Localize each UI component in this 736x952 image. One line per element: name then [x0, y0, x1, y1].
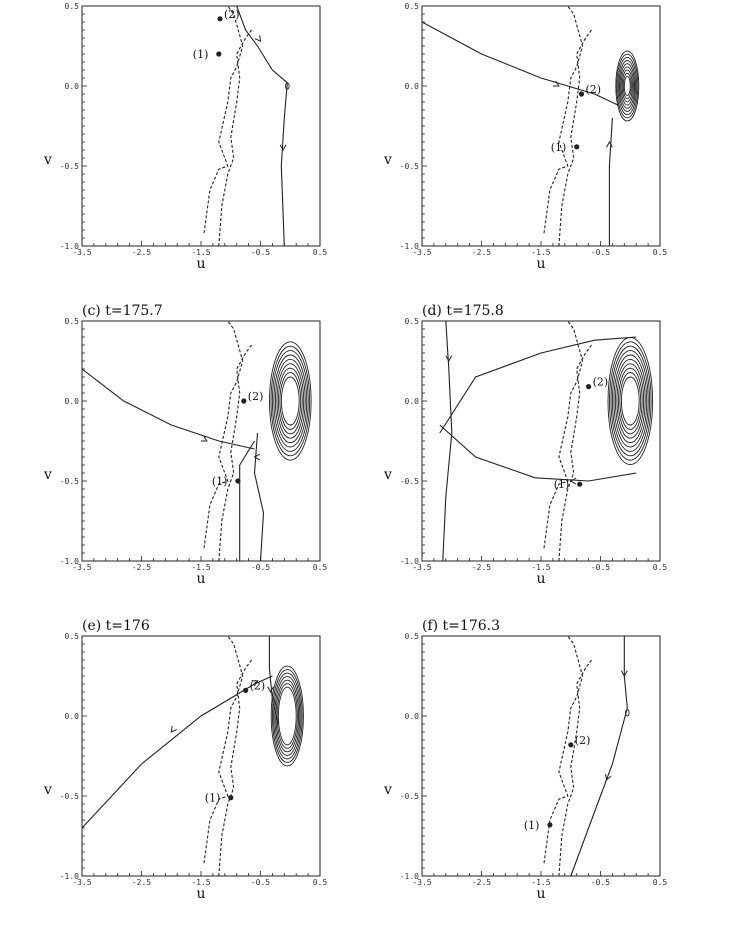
x-tick-label: -2.5 [131, 248, 152, 257]
x-tick-label: -3.5 [72, 563, 92, 572]
panel-title: (c) t=175.7 [82, 303, 163, 319]
panel-a [43, 2, 327, 272]
y-tick-label: 0.5 [404, 317, 419, 326]
x-tick-label: -1.5 [531, 878, 551, 887]
arrow-icon [255, 35, 261, 41]
y-tick-label: -0.5 [399, 162, 419, 171]
x-axis-label: u [196, 571, 206, 587]
fixed-point-2 [217, 16, 222, 21]
fixed-point-label: (2) [249, 679, 266, 693]
nullcline-dashed [559, 30, 592, 246]
fixed-point-label: (1) [550, 140, 567, 154]
x-tick-label: -1.5 [191, 878, 211, 887]
fixed-point-label: (1) [192, 48, 209, 61]
fixed-point-2 [579, 91, 584, 96]
y-tick-label: 0.5 [64, 632, 79, 641]
y-tick-label: 0.0 [64, 397, 79, 406]
y-tick-label: 0.0 [64, 82, 79, 91]
y-tick-label: -0.5 [59, 792, 79, 801]
nullcline-dashed [559, 345, 592, 561]
x-tick-label: -3.5 [72, 248, 92, 257]
fixed-point-1 [216, 51, 221, 56]
fixed-point-label: (2) [224, 7, 240, 21]
x-axis-label: u [196, 256, 206, 272]
y-tick-label: -1.0 [59, 242, 79, 251]
x-tick-label: -3.5 [412, 878, 432, 887]
limit-cycle [618, 368, 642, 434]
limit-cycle [276, 680, 299, 752]
x-tick-label: 0.5 [312, 878, 328, 887]
trajectory [281, 83, 287, 246]
fixed-point-2 [243, 688, 248, 693]
panel-c [43, 303, 327, 587]
limit-cycle [277, 684, 297, 749]
x-tick-label: -1.5 [191, 563, 211, 572]
y-tick-label: -0.5 [399, 792, 419, 801]
arrow-icon [571, 478, 576, 484]
x-tick-label: -0.5 [590, 563, 611, 572]
fixed-point-label: (1) [204, 791, 221, 805]
arrow-icon [268, 687, 274, 692]
panel-d [383, 303, 667, 587]
fixed-point-label: (1) [211, 475, 228, 488]
y-axis-label: v [384, 782, 392, 798]
fixed-point-1 [547, 822, 552, 827]
limit-cycle [281, 377, 299, 425]
limit-cycle [274, 673, 301, 759]
fixed-point-label: (2) [247, 390, 264, 403]
x-tick-label: 0.5 [312, 563, 328, 572]
trajectory [237, 6, 288, 83]
limit-cycle [278, 368, 302, 434]
x-tick-label: 0.5 [652, 563, 668, 572]
trajectory [240, 441, 255, 561]
fixed-point-2 [568, 742, 573, 747]
x-tick-label: -0.5 [250, 563, 271, 572]
panel-e [43, 618, 327, 902]
x-axis-label: u [536, 571, 546, 587]
x-tick-label: -0.5 [590, 878, 611, 887]
x-tick-label: 0.5 [312, 248, 328, 257]
limit-cycle [278, 687, 296, 745]
y-tick-label: 0.5 [404, 632, 419, 641]
x-tick-label: -1.5 [191, 248, 211, 257]
limit-cycle [617, 364, 644, 438]
x-tick-label: -0.5 [590, 248, 611, 257]
panel-f [383, 618, 667, 902]
panel-b [383, 2, 667, 272]
y-axis-label: v [44, 782, 52, 798]
limit-cycle [612, 351, 648, 452]
y-tick-label: 0.0 [404, 712, 419, 721]
fixed-point-2 [586, 384, 591, 389]
fixed-point-2 [241, 398, 246, 403]
y-axis-label: v [44, 152, 52, 168]
fixed-point-1 [574, 144, 579, 149]
fixed-point-label: (1) [523, 818, 540, 832]
x-tick-label: -3.5 [412, 248, 432, 257]
y-tick-label: 0.5 [404, 2, 419, 11]
trajectory [255, 433, 264, 561]
x-tick-label: -3.5 [72, 878, 92, 887]
panel-title: (f) t=176.3 [422, 618, 500, 634]
limit-cycle [280, 373, 301, 430]
fixed-point-label: (2) [585, 83, 602, 96]
y-tick-label: -1.0 [399, 242, 419, 251]
x-tick-label: -1.5 [531, 248, 551, 257]
y-axis-label: v [384, 152, 392, 168]
y-axis-label: v [384, 467, 392, 483]
x-tick-label: 0.5 [652, 878, 668, 887]
x-axis-label: u [536, 256, 546, 272]
y-tick-label: 0.0 [404, 82, 419, 91]
x-tick-label: -1.5 [531, 563, 551, 572]
x-tick-label: -3.5 [412, 563, 432, 572]
y-tick-label: -1.0 [399, 872, 419, 881]
y-tick-label: -0.5 [59, 162, 79, 171]
y-tick-label: -0.5 [399, 477, 419, 486]
fixed-point-label: (2) [592, 375, 609, 389]
arrow-icon [607, 142, 613, 147]
panel-title: (e) t=176 [82, 618, 150, 634]
y-tick-label: -1.0 [399, 557, 419, 566]
y-tick-label: 0.5 [64, 2, 79, 11]
nullcline-dashed [559, 660, 592, 876]
trajectory [440, 425, 636, 481]
y-tick-label: -0.5 [59, 477, 79, 486]
nullcline-dashed [219, 30, 252, 246]
y-tick-label: -1.0 [59, 872, 79, 881]
limit-cycle [621, 377, 639, 425]
fixed-point-label: (2) [574, 733, 591, 747]
y-tick-label: 0.0 [64, 712, 79, 721]
trajectory [82, 676, 272, 828]
limit-cycle [620, 373, 641, 430]
x-tick-label: 0.5 [652, 248, 668, 257]
limit-cycle [272, 351, 308, 452]
arrow-icon [446, 356, 452, 361]
x-axis-label: u [196, 886, 206, 902]
fixed-point-label: (1) [553, 478, 570, 492]
x-tick-label: -2.5 [131, 563, 152, 572]
x-tick-label: -2.5 [471, 563, 492, 572]
y-axis-label: v [44, 467, 52, 483]
x-tick-label: -0.5 [250, 248, 271, 257]
x-tick-label: -2.5 [471, 248, 492, 257]
y-tick-label: -1.0 [59, 557, 79, 566]
limit-cycle [624, 76, 630, 95]
y-tick-label: 0.0 [404, 397, 419, 406]
fixed-point-1 [235, 478, 240, 483]
limit-cycle [277, 364, 304, 438]
plot-frame [82, 636, 320, 876]
x-tick-label: -2.5 [131, 878, 152, 887]
arrow-icon [171, 726, 176, 732]
x-axis-label: u [536, 886, 546, 902]
y-tick-label: 0.5 [64, 317, 79, 326]
x-tick-label: -0.5 [250, 878, 271, 887]
panel-title: (d) t=175.8 [422, 303, 504, 319]
limit-cycle [608, 337, 653, 464]
trajectory [609, 118, 612, 246]
x-tick-label: -2.5 [471, 878, 492, 887]
fixed-point-1 [228, 795, 233, 800]
plot-frame [422, 6, 660, 246]
fixed-point-1 [577, 482, 582, 487]
